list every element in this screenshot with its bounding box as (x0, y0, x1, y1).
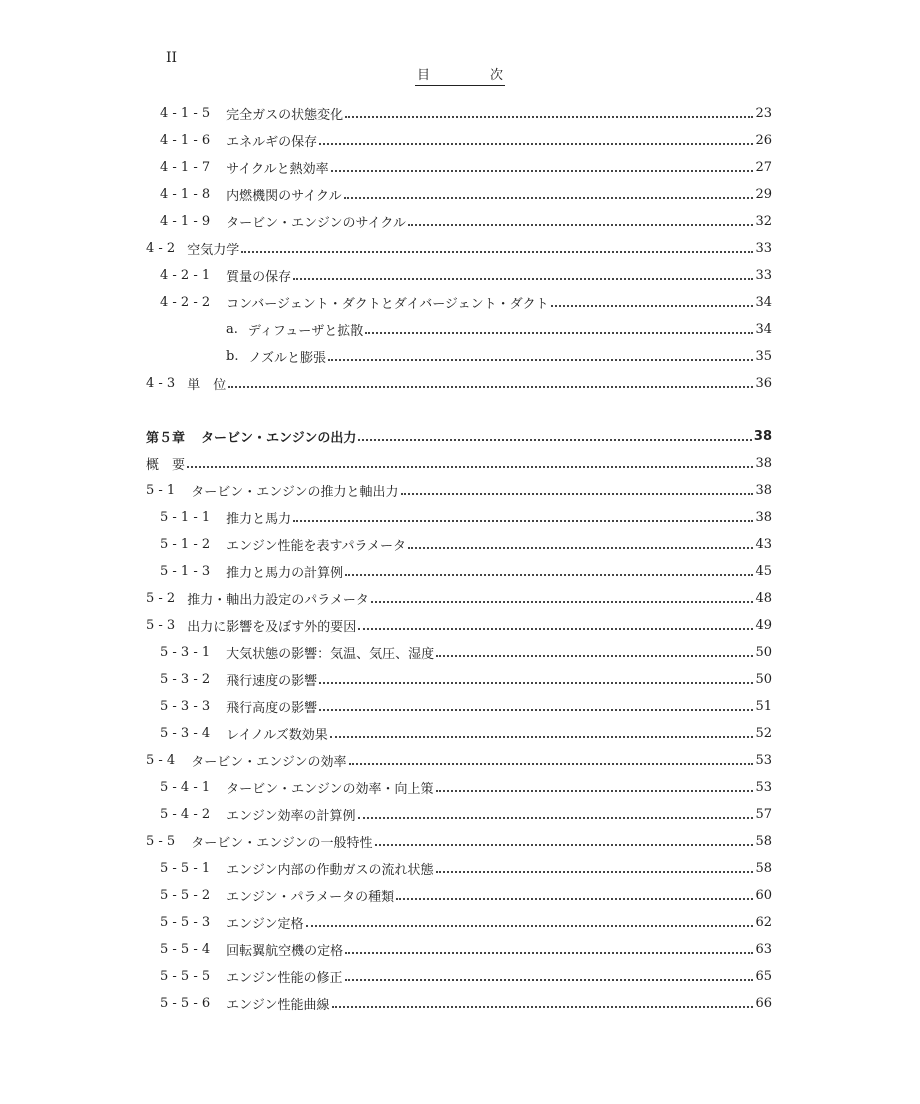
toc-entry-page: 34 (755, 321, 772, 337)
toc-entry (226, 316, 772, 342)
toc-entry-number: 5 - 5 - 1 (160, 860, 211, 876)
toc-entry-title: 内燃機関のサイクル (226, 188, 342, 204)
toc-entry-page: 36 (755, 375, 772, 391)
toc-entry-title: 推力と馬力の計算例 (226, 565, 344, 581)
toc-entry-number: 4 - 1 - 5 (160, 105, 211, 121)
toc-entry-page: 62 (755, 914, 772, 930)
toc-entry-title: エンジン・パラメータの種類 (226, 889, 395, 905)
toc-entry (160, 990, 772, 1016)
dot-leader (331, 169, 754, 172)
dot-leader (344, 196, 754, 199)
dot-leader (328, 358, 754, 361)
toc-entry-number: b. (226, 348, 239, 364)
toc-entry-number: 5 - 3 - 4 (160, 725, 211, 741)
toc-entry-title: 回転翼航空機の定格 (226, 943, 344, 959)
toc-entry-title: 推力・軸出力設定のパラメータ (187, 592, 369, 608)
toc-entry-number: 5 - 5 (146, 833, 176, 849)
toc-entry-title: 飛行高度の影響 (226, 700, 318, 716)
toc-entry-title: 質量の保存 (226, 269, 292, 285)
toc-entry (160, 639, 772, 665)
dot-leader (293, 277, 753, 280)
toc-entry (146, 585, 772, 611)
toc-entry (146, 477, 772, 503)
toc-entry-number: 5 - 1 - 2 (160, 536, 211, 552)
toc-entry-number: 4 - 2 (146, 240, 176, 256)
toc-entry-title: タービン・エンジンの一般特性 (191, 835, 373, 851)
toc-entry (160, 693, 772, 719)
toc-entry-page: 26 (755, 132, 772, 148)
toc-entry-page: 57 (755, 806, 772, 822)
dot-leader (436, 789, 754, 792)
dot-leader (241, 250, 753, 253)
toc-entry-number: 5 - 1 - 1 (160, 509, 211, 525)
dot-leader (408, 223, 754, 226)
toc-entry-title: エンジン性能の修正 (226, 970, 343, 986)
dot-leader (332, 1005, 754, 1008)
toc-entry (160, 558, 772, 584)
toc-entry-title: タービン・エンジンの効率・向上策 (226, 781, 434, 797)
toc-entry-number: 5 - 5 - 6 (160, 995, 211, 1011)
toc-entry-title: レイノルズ数効果 (226, 727, 328, 743)
toc-entry-page: 38 (755, 482, 772, 498)
dot-leader (319, 708, 753, 711)
toc-entry-title: サイクルと熱効率 (226, 161, 329, 177)
toc-entry-number: 4 - 3 (146, 375, 176, 391)
toc-entry (146, 450, 772, 476)
dot-leader (358, 438, 752, 441)
dot-leader (358, 816, 754, 819)
dot-leader (228, 385, 753, 388)
toc-entry-title: エンジン性能を表すパラメータ (226, 538, 407, 554)
dot-leader (319, 681, 753, 684)
toc-entry-page: 63 (755, 941, 772, 957)
dot-leader (349, 762, 754, 765)
running-title-left: 目 (416, 68, 430, 83)
toc-entry (160, 127, 772, 153)
toc-entry-number: 5 - 4 - 2 (160, 806, 211, 822)
toc-entry (160, 855, 772, 881)
dot-leader (401, 492, 754, 495)
toc-entry-number: 5 - 3 - 2 (160, 671, 211, 687)
toc-entry-number: 5 - 3 (146, 617, 176, 633)
toc-entry-number: 5 - 4 (146, 752, 176, 768)
toc-entry (160, 882, 772, 908)
dot-leader (375, 843, 754, 846)
toc-entry (160, 531, 772, 557)
toc-entry-title: 出力に影響を及ぼす外的要因 (187, 619, 357, 635)
toc-entry-number: 5 - 5 - 3 (160, 914, 211, 930)
toc-entry-number: 5 - 1 (146, 482, 176, 498)
toc-entry-title: コンバージェント・ダクトとダイバージェント・ダクト (226, 296, 549, 312)
dot-leader (371, 600, 754, 603)
toc-entry-number: 4 - 1 - 7 (160, 159, 211, 175)
toc-entry-page: 50 (755, 671, 772, 687)
toc-entry-title: エンジン効率の計算例 (226, 808, 356, 824)
dot-leader (408, 546, 753, 549)
toc-entry-number: 5 - 3 - 3 (160, 698, 211, 714)
dot-leader (436, 870, 754, 873)
toc-entry (160, 100, 772, 126)
toc-entry-title: 大気状態の影響：気温、気圧、湿度 (226, 646, 435, 662)
toc-entry-page: 38 (755, 509, 772, 525)
toc-entry (160, 289, 772, 315)
toc-entry (160, 963, 772, 989)
toc-entry-title: タービン・エンジンの推力と軸出力 (191, 484, 399, 500)
dot-leader (365, 331, 753, 334)
toc-entry-page: 50 (755, 644, 772, 660)
toc-entry (160, 208, 772, 234)
toc-entry-number: 5 - 5 - 2 (160, 887, 211, 903)
toc-entry-page: 27 (755, 159, 772, 175)
toc-entry-page: 58 (755, 860, 772, 876)
dot-leader (358, 627, 753, 630)
toc-entry (160, 262, 772, 288)
toc-entry-title: エネルギの保存 (226, 134, 318, 150)
toc-entry (146, 370, 772, 396)
dot-leader (345, 978, 754, 981)
toc-entry (146, 235, 772, 261)
toc-entry-title: エンジン定格 (226, 916, 304, 932)
toc-entry-number: 5 - 4 - 1 (160, 779, 211, 795)
toc-entry-title: ノズルと膨張 (248, 350, 326, 366)
toc-entry-number: 4 - 1 - 8 (160, 186, 211, 202)
toc-entry-page: 38 (753, 428, 772, 444)
toc-entry (160, 801, 772, 827)
toc-entry-title: 推力と馬力 (226, 511, 292, 527)
toc-entry (146, 828, 772, 854)
toc-entry-number: 4 - 2 - 1 (160, 267, 211, 283)
toc-entry-page: 33 (755, 240, 772, 256)
toc-entry (160, 909, 772, 935)
dot-leader (436, 654, 753, 657)
toc-entry-number: 4 - 1 - 6 (160, 132, 211, 148)
toc-entry-title: タービン・エンジンのサイクル (226, 215, 406, 231)
toc-entry-number: 5 - 1 - 3 (160, 563, 211, 579)
toc-entry (226, 343, 772, 369)
toc-entry-page: 34 (755, 294, 772, 310)
toc-entry-page: 23 (755, 105, 772, 121)
page-number: II (166, 50, 178, 66)
dot-leader (293, 519, 753, 522)
dot-leader (330, 735, 754, 738)
toc-entry-title: 空気力学 (187, 242, 240, 258)
running-header (0, 64, 920, 86)
toc-entry (160, 936, 772, 962)
toc-entry-title: ディフューザと拡散 (247, 323, 364, 339)
toc-entry-page: 66 (755, 995, 772, 1011)
toc-entry (146, 612, 772, 638)
running-title-right: 次 (490, 68, 504, 83)
dot-leader (319, 142, 753, 145)
toc-entry-page: 29 (755, 186, 772, 202)
toc-entry-page: 32 (755, 213, 772, 229)
toc-entry (146, 747, 772, 773)
toc-entry-title: タービン・エンジンの効率 (191, 754, 347, 770)
toc-entry-page: 52 (755, 725, 772, 741)
dot-leader (551, 304, 754, 307)
toc-entry-title: エンジン内部の作動ガスの流れ状態 (226, 862, 434, 878)
toc-entry (160, 504, 772, 530)
dot-leader (187, 465, 753, 468)
dot-leader (345, 115, 753, 118)
dot-leader (306, 924, 754, 927)
toc-entry-page: 53 (755, 752, 772, 768)
toc-entry-title: 飛行速度の影響 (226, 673, 318, 689)
toc-entry-page: 65 (755, 968, 772, 984)
toc-entry-page: 48 (755, 590, 772, 606)
toc-entry-page: 33 (755, 267, 772, 283)
toc-entry-title: エンジン性能曲線 (226, 997, 330, 1013)
toc-entry-page: 58 (755, 833, 772, 849)
toc-entry-number: 5 - 2 (146, 590, 176, 606)
toc-entry-title: 完全ガスの状態変化 (226, 107, 344, 123)
toc-entry-number: 5 - 3 - 1 (160, 644, 211, 660)
toc-chapter-heading (146, 423, 772, 449)
toc-entry (160, 720, 772, 746)
toc-entry (160, 774, 772, 800)
toc-entry (160, 181, 772, 207)
toc-entry-page: 60 (755, 887, 772, 903)
toc-entry-title: 概 要 (146, 457, 186, 473)
toc-entry-page: 38 (755, 455, 772, 471)
toc-entry-number: 4 - 2 - 2 (160, 294, 211, 310)
dot-leader (396, 897, 753, 900)
toc-entry-page: 51 (755, 698, 772, 714)
toc-entry (160, 154, 772, 180)
dot-leader (345, 573, 753, 576)
toc-entry-number: 5 - 5 - 4 (160, 941, 211, 957)
dot-leader (345, 951, 753, 954)
toc-entry-number: 第５章 (146, 430, 186, 446)
toc-entry-number: 4 - 1 - 9 (160, 213, 211, 229)
toc-entry-page: 53 (755, 779, 772, 795)
toc-entry-page: 49 (755, 617, 772, 633)
toc-entry-title: タービン・エンジンの出力 (201, 430, 357, 446)
toc-entry-page: 45 (755, 563, 772, 579)
toc-entry-title: 単 位 (187, 377, 227, 393)
toc-entry-number: 5 - 5 - 5 (160, 968, 211, 984)
toc-entry-number: a. (226, 321, 238, 337)
toc-entry (160, 666, 772, 692)
toc-entry-page: 35 (755, 348, 772, 364)
toc-entry-page: 43 (755, 536, 772, 552)
